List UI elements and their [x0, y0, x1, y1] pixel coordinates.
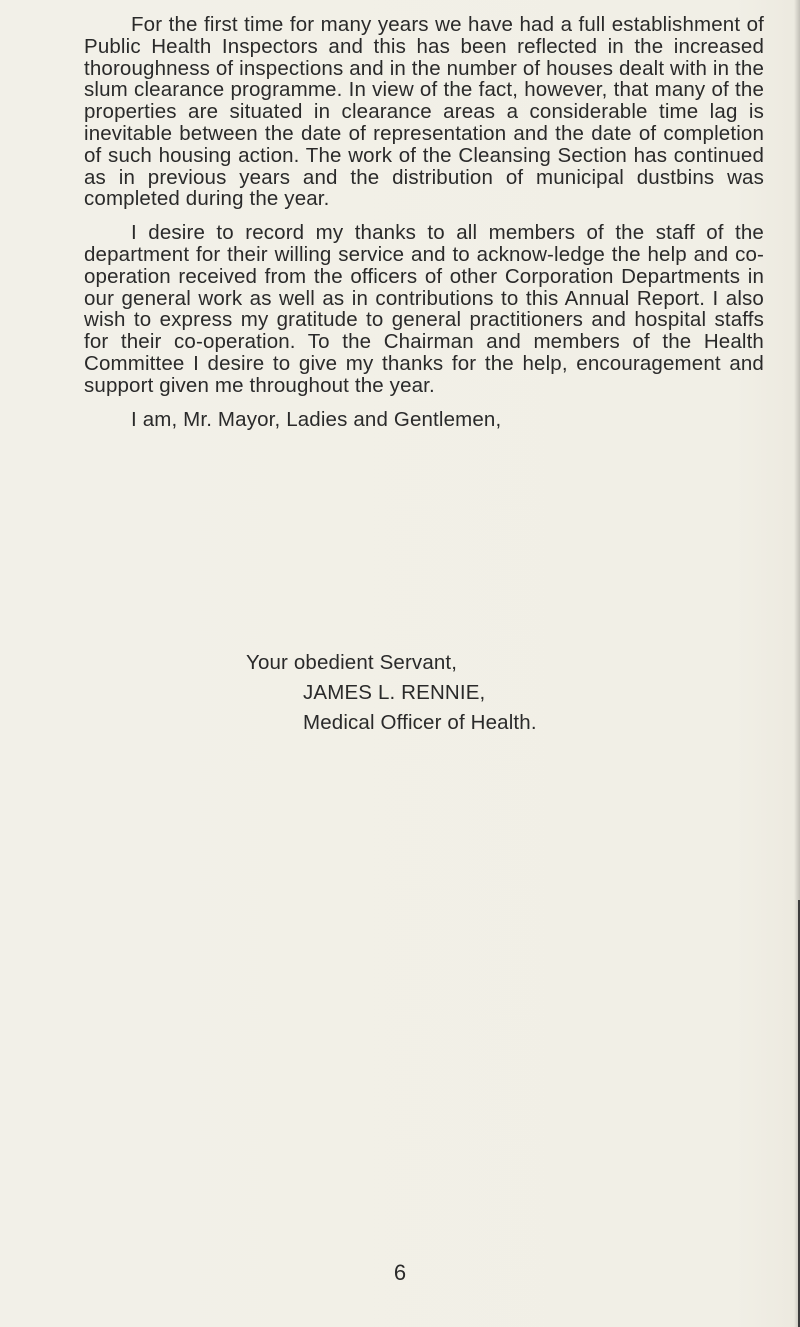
signature-title: Medical Officer of Health.: [303, 711, 537, 734]
signature-valediction: Your obedient Servant,: [246, 651, 458, 674]
signature-name: JAMES L. RENNIE,: [303, 681, 486, 704]
paragraph-establishment: For the first time for many years we have had a full establishment of Public Health Inspectors and this has been reflected in the increased thoroughness of inspections and in the number of houses dealt with in the slum clearance programme. In view of the fact, however, that many of the properties are situated in clearance areas a considerable time lag is inevitable between the date of representation and the date of completion of such housing action. The work of the Cleansing Section has continued as in previous years and the distribution of municipal dustbins was completed during the year.: [84, 13, 764, 211]
closing-salutation: I am, Mr. Mayor, Ladies and Gentlemen,: [131, 407, 502, 431]
paragraph-thanks: I desire to record my thanks to all members of the staff of the department for their willing service and to acknow-ledge the help and co-operation received from the officers of other Corporation Departments in our general work as well as in contributions to this Annual Report. I also wish to express my gratitude to general practitioners and hospital staffs for their co-operation. To the Chairman and members of the Health Committee I desire to give my thanks for the help, encouragement and support given me throughout the year.: [84, 221, 764, 397]
letter-body: [84, 14, 764, 430]
page-number: 6: [393, 1260, 407, 1285]
